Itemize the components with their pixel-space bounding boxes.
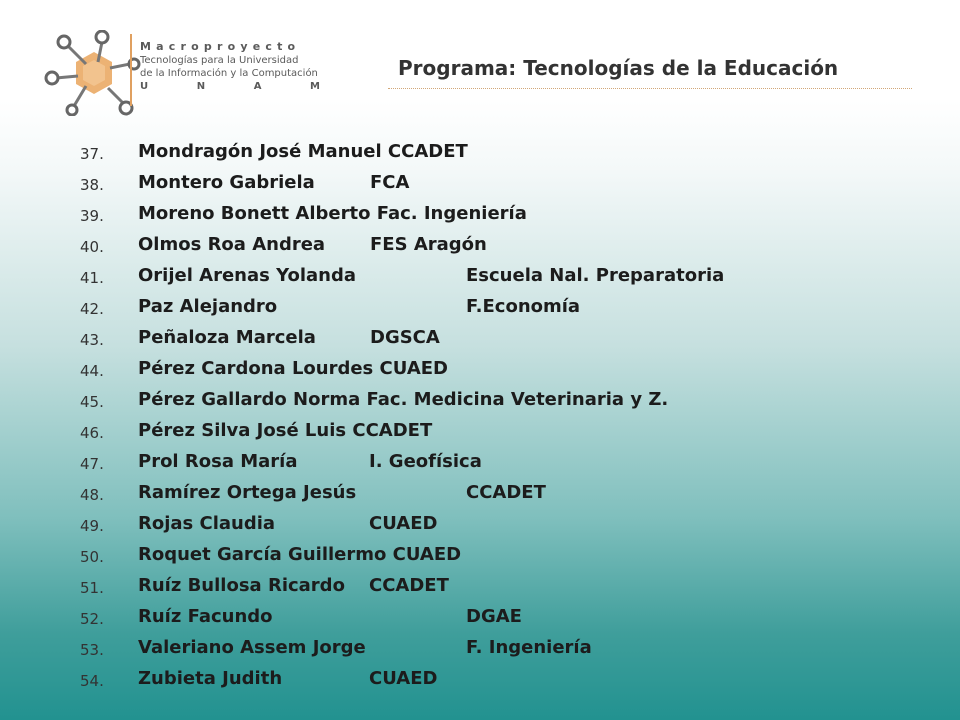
participant-institution: I. Geofísica (369, 451, 482, 472)
participant-institution: FES Aragón (370, 234, 487, 255)
item-number: 42. (80, 300, 104, 318)
participant-name: Peñaloza Marcela (138, 327, 316, 348)
participant-institution: CCADET (466, 482, 546, 503)
participant-name: Moreno Bonett Alberto Fac. Ingeniería (138, 203, 527, 224)
program-title: Programa: Tecnologías de la Educación (398, 56, 839, 80)
participant-name: Pérez Gallardo Norma Fac. Medicina Veterinaria y Z. (138, 389, 669, 410)
item-number: 44. (80, 362, 104, 380)
participant-name: Olmos Roa Andrea (138, 234, 326, 255)
logo-subtitle-line1: Tecnologías para la Universidad (140, 55, 299, 66)
item-number: 41. (80, 269, 104, 287)
item-number: 45. (80, 393, 104, 411)
participant-institution: Escuela Nal. Preparatoria (466, 265, 725, 286)
participant-name: Orijel Arenas Yolanda (138, 265, 357, 286)
item-number: 38. (80, 176, 104, 194)
item-number: 50. (80, 548, 104, 566)
item-number: 47. (80, 455, 104, 473)
item-number: 52. (80, 610, 104, 628)
logo-unam (140, 80, 320, 94)
participant-name: Ruíz Facundo (138, 606, 273, 627)
logo-unam-letter: M (310, 81, 320, 92)
item-number: 51. (80, 579, 104, 597)
participant-institution: CCADET (369, 575, 449, 596)
item-number: 37. (80, 145, 104, 163)
item-number: 53. (80, 641, 104, 659)
participant-institution: DGAE (466, 606, 522, 627)
participant-institution: DGSCA (370, 327, 440, 348)
participant-name: Pérez Cardona Lourdes CUAED (138, 358, 448, 379)
item-number: 48. (80, 486, 104, 504)
macroproyecto-logo-icon (44, 30, 144, 116)
participant-name: Ramírez Ortega Jesús (138, 482, 357, 503)
header-divider (388, 88, 912, 89)
participant-institution: CUAED (369, 513, 438, 534)
item-number: 46. (80, 424, 104, 442)
participant-name: Zubieta Judith (138, 668, 283, 689)
logo-unam-letter: A (253, 81, 262, 92)
logo-title: Macroproyecto (140, 40, 301, 53)
item-number: 49. (80, 517, 104, 535)
participant-name: Pérez Silva José Luis CCADET (138, 420, 433, 441)
logo-divider (130, 34, 132, 106)
item-number: 54. (80, 672, 104, 690)
logo-subtitle-line2: de la Información y la Computación (140, 68, 318, 79)
participant-name: Rojas Claudia (138, 513, 276, 534)
item-number: 39. (80, 207, 104, 225)
participant-name: Paz Alejandro (138, 296, 278, 317)
participant-name: Mondragón José Manuel CCADET (138, 141, 468, 162)
participant-institution: F.Economía (466, 296, 581, 317)
item-number: 40. (80, 238, 104, 256)
participant-name: Roquet García Guillermo CUAED (138, 544, 462, 565)
logo-wordmark (140, 40, 320, 94)
logo-unam-letter: N (196, 81, 206, 92)
item-number: 43. (80, 331, 104, 349)
participant-name: Ruíz Bullosa Ricardo (138, 575, 345, 596)
participant-institution: F. Ingeniería (466, 637, 592, 658)
participant-name: Valeriano Assem Jorge (138, 637, 366, 658)
participant-name: Montero Gabriela (138, 172, 315, 193)
participant-institution: FCA (370, 172, 410, 193)
participant-name: Prol Rosa María (138, 451, 298, 472)
participant-institution: CUAED (369, 668, 438, 689)
logo-unam-letter: U (140, 81, 149, 92)
